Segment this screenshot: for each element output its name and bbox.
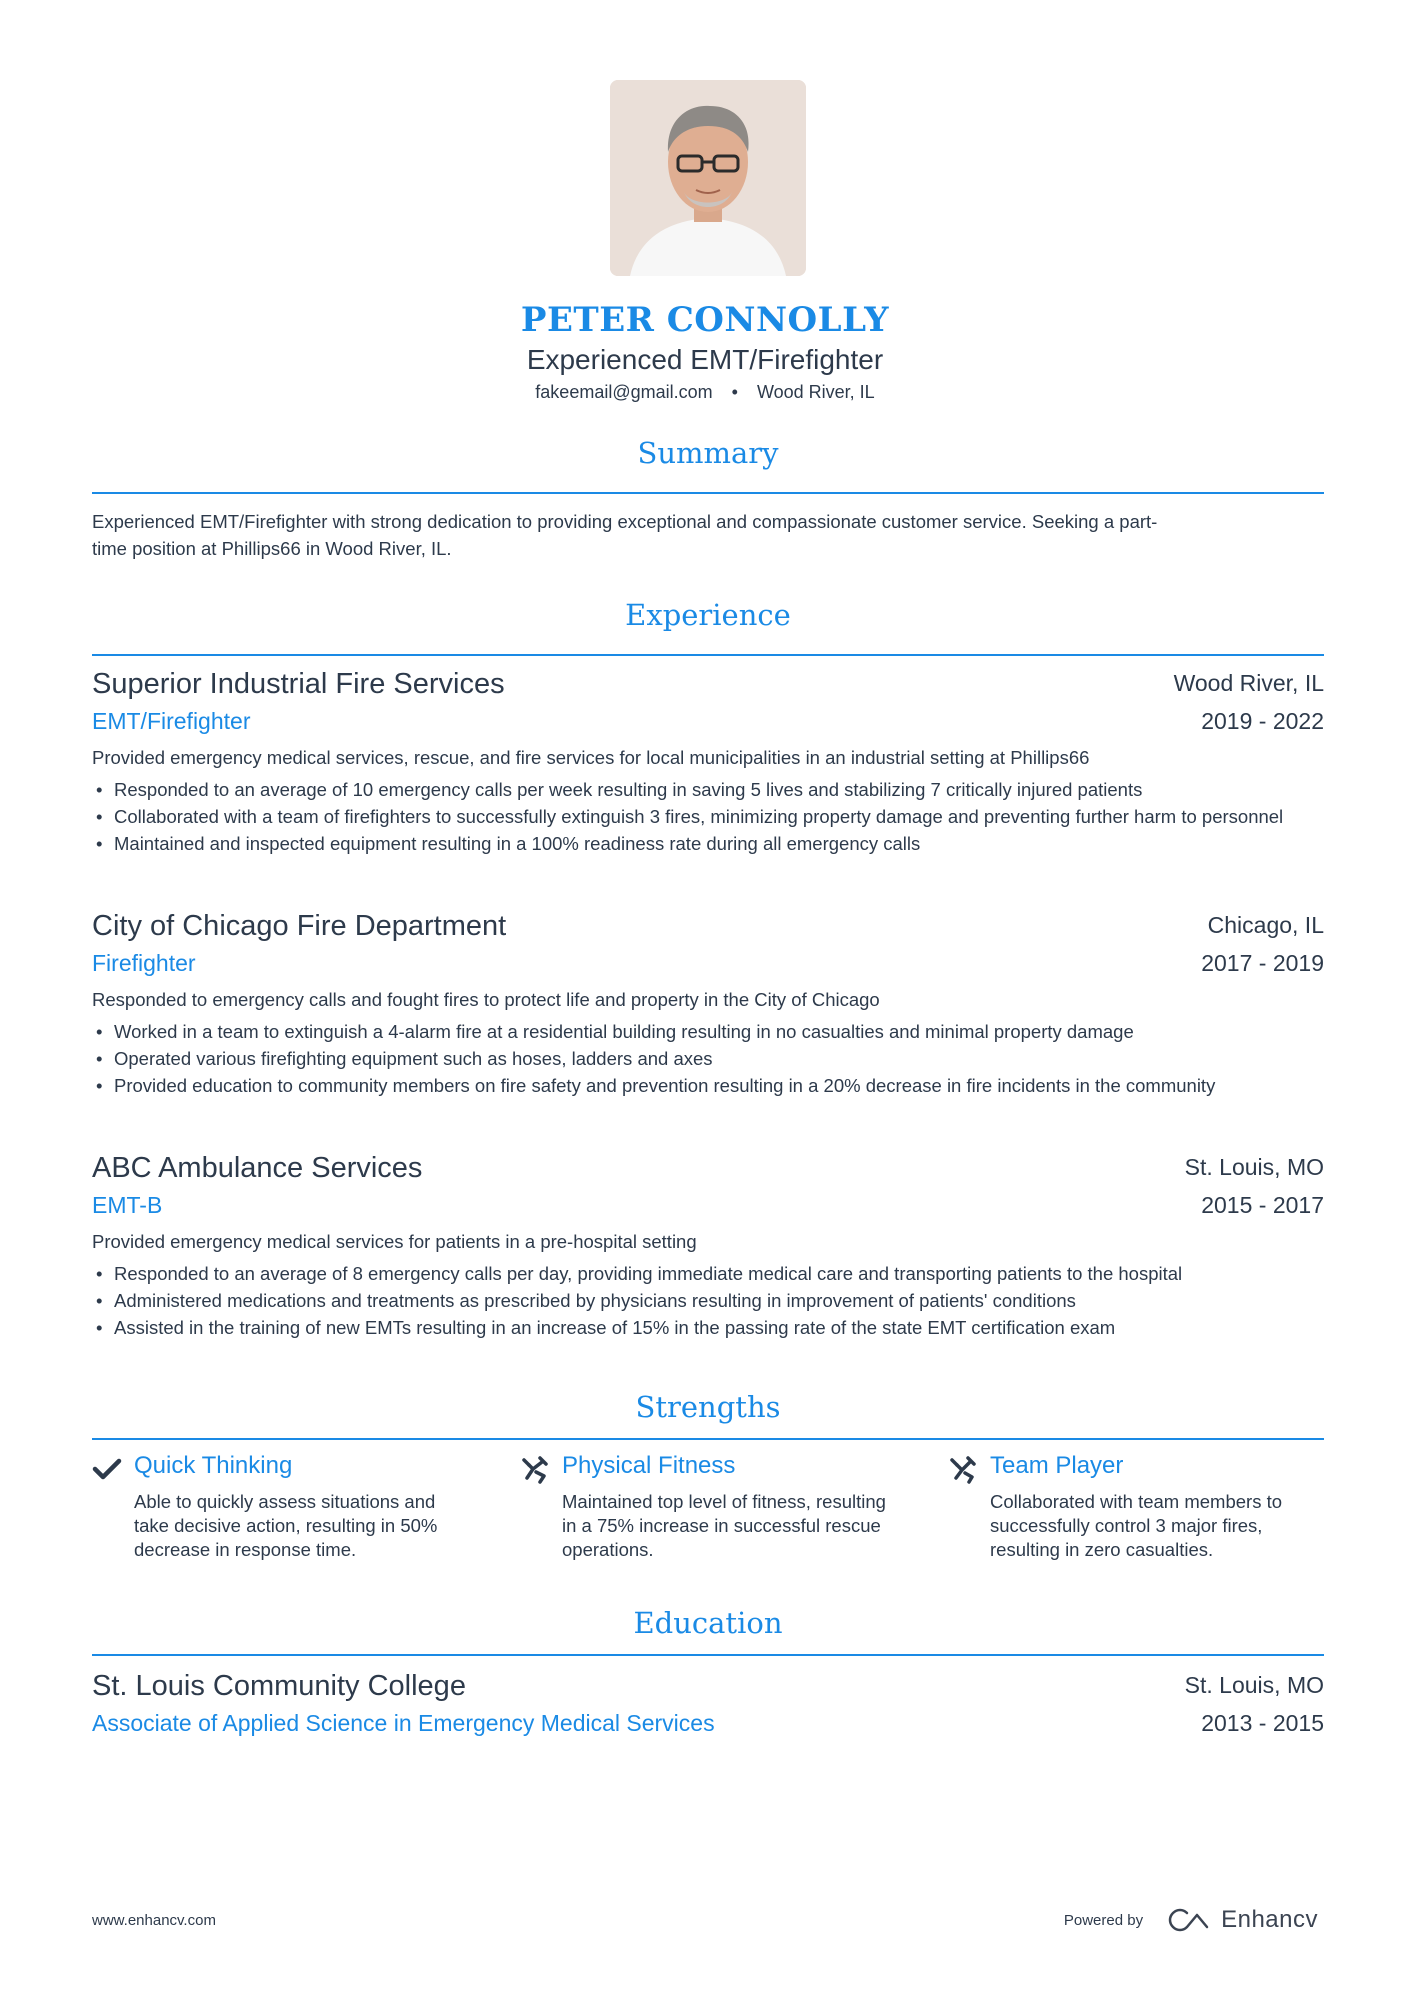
list-item: • Administered medications and treatments as prescribed by physicians resulting in improvement of patients' conditions — [92, 1287, 1324, 1314]
summary-line: Experienced EMT/Firefighter with strong dedication to providing exceptional and compassionate customer service. Seeking a part- — [92, 511, 1158, 532]
education-dates: 2013 - 2015 — [1201, 1710, 1324, 1736]
school-location: St. Louis, MO — [1184, 1672, 1324, 1698]
job-location: St. Louis, MO — [1184, 1154, 1324, 1180]
strength-description: Maintained top level of fitness, resulting in a 75% increase in successful rescue operations. — [562, 1491, 886, 1560]
enhancv-logo-icon — [1167, 1907, 1213, 1933]
avatar-illustration — [610, 80, 806, 276]
footer-website[interactable]: www.enhancv.com — [92, 1912, 216, 1929]
strength-title: Physical Fitness — [562, 1452, 736, 1479]
section-title-strengths: Strengths — [635, 1390, 781, 1424]
list-item: • Operated various firefighting equipment such as hoses, ladders and axes — [92, 1045, 1324, 1072]
list-item: • Responded to an average of 8 emergency calls per day, providing immediate medical care and transporting patients to the hospital — [92, 1260, 1324, 1287]
job-description: Responded to emergency calls and fought fires to protect life and property in the City of Chicago — [92, 989, 880, 1010]
list-item: • Maintained and inspected equipment resulting in a 100% readiness rate during all emergency calls — [92, 830, 1324, 857]
job-location: Chicago, IL — [1207, 912, 1324, 938]
candidate-name: PETER CONNOLLY — [520, 300, 890, 340]
email-text[interactable]: fakeemail@gmail.com — [535, 382, 713, 402]
job-role: Firefighter — [92, 950, 196, 976]
job-bullets — [92, 776, 1324, 857]
section-divider — [92, 654, 1324, 656]
job-bullets — [92, 1018, 1324, 1099]
job-description: Provided emergency medical services, rescue, and fire services for local municipalities in an industrial setting at Phillips66 — [92, 747, 1090, 768]
list-item: • Assisted in the training of new EMTs resulting in an increase of 15% in the passing rate of the state EMT certification exam — [92, 1314, 1324, 1341]
powered-by-text: Powered by — [1063, 1911, 1144, 1929]
job-description: Provided emergency medical services for patients in a pre-hospital setting — [92, 1231, 697, 1252]
strength-title: Team Player — [990, 1452, 1124, 1479]
job-bullets — [92, 1260, 1324, 1341]
strength-description: Collaborated with team members to successfully control 3 major fires, resulting in zero casualties. — [990, 1491, 1283, 1560]
location-text: Wood River, IL — [756, 382, 875, 402]
company-name: Superior Industrial Fire Services — [92, 668, 505, 700]
job-role: EMT-B — [92, 1192, 163, 1218]
list-item: • Worked in a team to extinguish a 4-alarm fire at a residential building resulting in no casualties and minimal property damage — [92, 1018, 1324, 1045]
strength-title: Quick Thinking — [134, 1452, 293, 1479]
checkmark-icon — [92, 1454, 122, 1484]
job-dates: 2015 - 2017 — [1201, 1192, 1324, 1218]
section-divider — [92, 492, 1324, 494]
candidate-title: Experienced EMT/Firefighter — [526, 344, 884, 375]
contact-info — [0, 382, 1410, 403]
job-dates: 2017 - 2019 — [1201, 950, 1324, 976]
section-title-summary: Summary — [637, 436, 779, 470]
company-name: ABC Ambulance Services — [92, 1152, 423, 1184]
strength-description: Able to quickly assess situations and take decisive action, resulting in 50% decrease in response time. — [134, 1491, 438, 1560]
job-location: Wood River, IL — [1173, 670, 1324, 696]
section-divider — [92, 1654, 1324, 1656]
profile-photo — [610, 80, 806, 276]
section-divider — [92, 1438, 1324, 1440]
company-name: City of Chicago Fire Department — [92, 910, 507, 942]
list-item: • Provided education to community members on fire safety and prevention resulting in a 20% decrease in fire incidents in the community — [92, 1072, 1324, 1099]
section-title-education: Education — [633, 1606, 783, 1640]
brand-name: Enhancv — [1221, 1906, 1318, 1933]
degree-name: Associate of Applied Science in Emergency Medical Services — [92, 1710, 715, 1736]
list-item: • Collaborated with a team of firefighters to successfully extinguish 3 fires, minimizing property damage and preventing further harm to personnel — [92, 803, 1324, 830]
footer-branding — [1064, 1900, 1318, 1940]
contact-separator: • — [731, 382, 738, 402]
job-role: EMT/Firefighter — [92, 708, 251, 734]
job-dates: 2019 - 2022 — [1201, 708, 1324, 734]
section-title-experience: Experience — [625, 598, 791, 632]
handshake-icon — [948, 1454, 978, 1484]
summary-text — [92, 508, 1324, 562]
list-item: • Responded to an average of 10 emergency calls per week resulting in saving 5 lives and stabilizing 7 critically injured patients — [92, 776, 1324, 803]
summary-line: time position at Phillips66 in Wood River, IL. — [92, 538, 452, 559]
school-name: St. Louis Community College — [92, 1670, 466, 1702]
muscle-icon — [520, 1454, 550, 1484]
